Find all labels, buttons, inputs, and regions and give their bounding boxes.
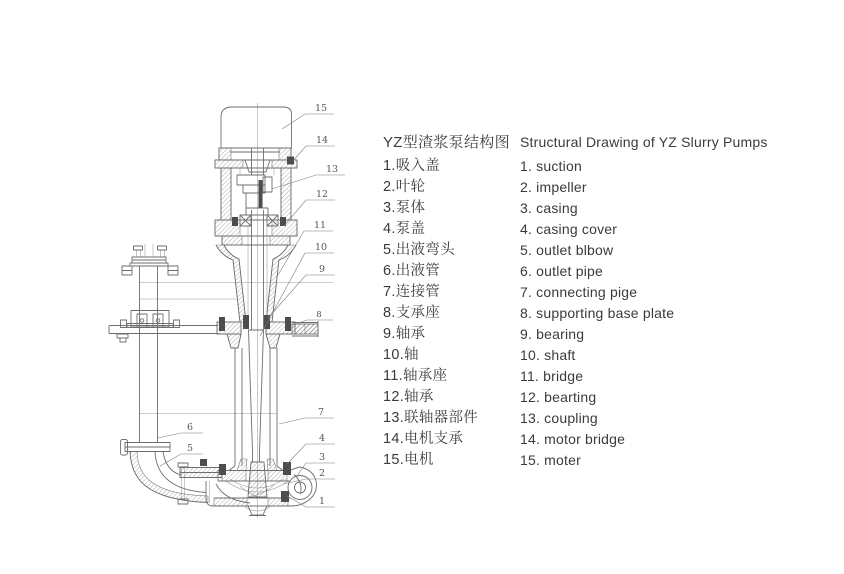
legend-row	[383, 429, 528, 450]
legend-row	[383, 345, 528, 366]
part-label-en: 5. outlet blbow	[520, 241, 614, 258]
part-label-cn: 1.吸入盖	[383, 157, 441, 174]
part-label-en: 15. moter	[520, 451, 581, 468]
legend-row	[520, 240, 800, 261]
legend-row	[520, 345, 800, 366]
callout-5: 5	[186, 443, 194, 454]
legend-row	[520, 387, 800, 408]
pump-outlines	[109, 107, 318, 516]
legend-row	[520, 261, 800, 282]
part-label-en: 9. bearing	[520, 325, 585, 342]
part-label-cn: 11.轴承座	[383, 367, 448, 384]
part-label-en: 12. bearting	[520, 388, 597, 405]
callout-11: 11	[313, 220, 327, 231]
legend-row	[383, 450, 528, 471]
callout-9: 9	[318, 264, 326, 275]
part-label-cn: 8.支承座	[383, 304, 441, 321]
part-label-cn: 14.电机支承	[383, 430, 464, 447]
part-label-cn: 2.叶轮	[383, 178, 426, 195]
callout-8: 8	[316, 310, 322, 320]
callout-15: 15	[314, 103, 328, 114]
legend-row	[383, 156, 528, 177]
callout-13: 13	[325, 164, 339, 175]
legend-row	[383, 219, 528, 240]
legend-row	[383, 240, 528, 261]
callout-1: 1	[318, 496, 326, 507]
part-label-en: 7. connecting pige	[520, 283, 638, 300]
legend-row	[520, 219, 800, 240]
callout-14: 14	[315, 135, 329, 146]
part-label-cn: 15.电机	[383, 451, 434, 468]
legend-row	[383, 177, 528, 198]
legend-row	[520, 324, 800, 345]
legend-row	[383, 408, 528, 429]
legend-row	[520, 198, 800, 219]
parts-list-chinese	[383, 132, 528, 471]
part-label-cn: 3.泵体	[383, 199, 426, 216]
part-label-en: 3. casing	[520, 199, 578, 216]
callout-12: 12	[315, 189, 329, 200]
part-label-en: 10. shaft	[520, 346, 576, 363]
legend-row	[520, 429, 800, 450]
part-label-en: 13. coupling	[520, 409, 598, 426]
callout-10: 10	[314, 242, 328, 253]
legend-row	[383, 366, 528, 387]
part-label-en: 8. supporting base plate	[520, 304, 675, 321]
legend-row	[383, 282, 528, 303]
legend-row	[520, 450, 800, 471]
legend-row	[520, 177, 800, 198]
part-label-en: 14. motor bridge	[520, 430, 626, 447]
part-label-en: 4. casing cover	[520, 220, 618, 237]
part-label-cn: 12.轴承	[383, 388, 434, 405]
part-label-cn: 7.连接管	[383, 283, 441, 300]
legend-row	[383, 303, 528, 324]
part-label-en: 6. outlet pipe	[520, 262, 603, 279]
callout-4: 4	[318, 433, 326, 444]
legend-title-cn: YZ型渣浆泵结构图	[383, 134, 510, 151]
legend-row	[520, 156, 800, 177]
callout-2: 2	[318, 468, 326, 479]
legend-row	[520, 408, 800, 429]
part-label-cn: 10.轴	[383, 346, 419, 363]
legend-row	[383, 198, 528, 219]
callout-numbers	[187, 103, 338, 507]
part-label-cn: 5.出液弯头	[383, 241, 455, 258]
part-label-cn: 4.泵盖	[383, 220, 426, 237]
part-label-en: 1. suction	[520, 157, 582, 174]
part-label-cn: 13.联轴器部件	[383, 409, 479, 426]
callout-6: 6	[186, 422, 194, 433]
callout-7: 7	[317, 407, 325, 418]
legend-row	[520, 366, 800, 387]
parts-list-english	[520, 132, 800, 471]
part-label-en: 2. impeller	[520, 178, 587, 195]
legend-row	[383, 387, 528, 408]
legend-row	[383, 261, 528, 282]
callout-3: 3	[318, 452, 326, 463]
part-label-cn: 6.出液管	[383, 262, 441, 279]
part-label-en: 11. bridge	[520, 367, 584, 384]
legend-title-en: Structural Drawing of YZ Slurry Pumps	[520, 134, 768, 150]
legend-row	[520, 282, 800, 303]
legend-row	[383, 324, 528, 345]
part-label-cn: 9.轴承	[383, 325, 426, 342]
legend-row	[520, 303, 800, 324]
